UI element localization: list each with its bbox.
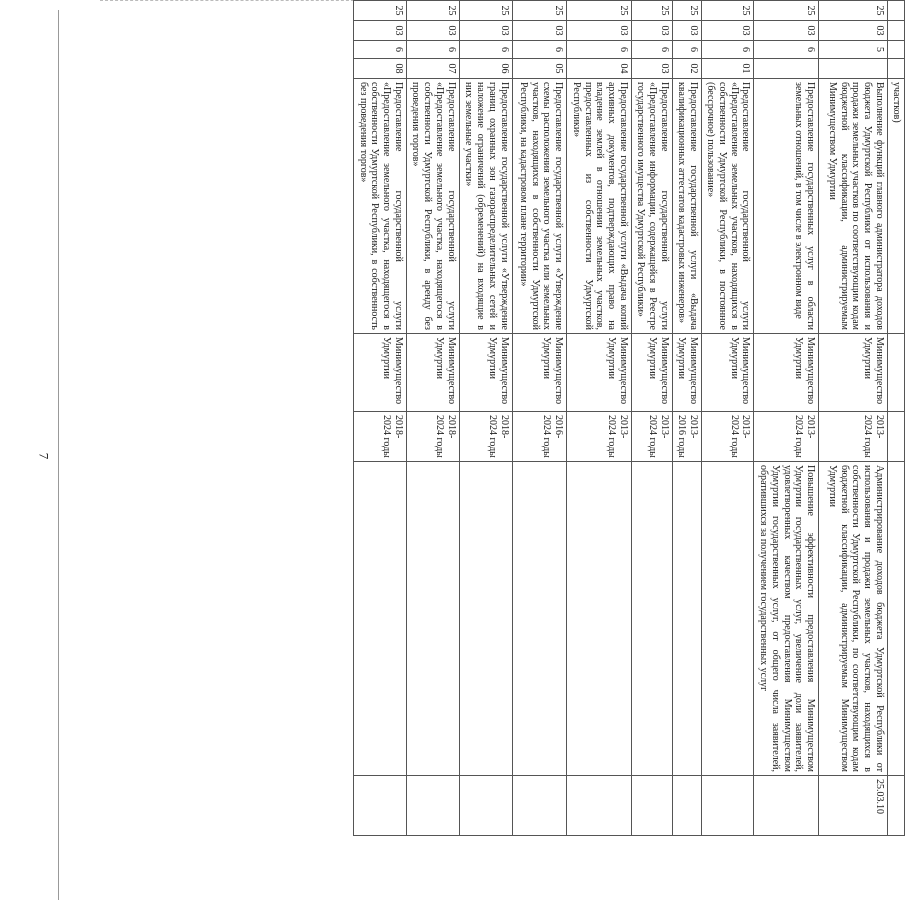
- activity-name-cell: Предоставление государственной услуги «Предоставление земельного участка, находящегося в собственности Удмуртской Республики, в аренду без проведения торгов»: [406, 79, 459, 334]
- expected-result-cell: [459, 462, 512, 776]
- table-row: [567, 1, 632, 836]
- code-gp-cell: 25: [701, 1, 754, 21]
- expected-result-cell: [354, 462, 407, 776]
- executor-cell: Минимущество Удмуртии: [459, 334, 512, 412]
- activity-name-cell: Предоставление государственной услуги «Предоставление земельного участка, находящегося в собственности Удмуртской Республики, в собственность без проведения торгов»: [354, 79, 407, 334]
- link-code-cell: [754, 776, 819, 836]
- code-pp-cell: 03: [512, 21, 567, 41]
- table-row: [754, 1, 819, 836]
- left-edge-line: [58, 10, 60, 900]
- executor-cell: Минимущество Удмуртии: [567, 334, 632, 412]
- link-code-cell: 25.03.10: [819, 776, 888, 836]
- link-code-cell: [354, 776, 407, 836]
- expected-result-cell: [701, 462, 754, 776]
- code-gp-cell: 25: [406, 1, 459, 21]
- code-om-cell: 6: [672, 41, 701, 59]
- activity-name-cell: Предоставление государственной услуги «Предоставление информации, содержащейся в Реестре государственного имущества Удмуртской Республики»: [631, 79, 672, 334]
- table-row: [512, 1, 567, 836]
- code-om-cell: 6: [354, 41, 407, 59]
- code-om-cell: 6: [512, 41, 567, 59]
- activity-name-cell: участков): [888, 79, 905, 334]
- executor-cell: Минимущество Удмуртии: [512, 334, 567, 412]
- activity-name-cell: Предоставление государственной услуги «Выдача копий архивных документов, подтверждающих право на владение землей в отношении земельных участков, предоставленных из собственности Удмуртской Республики»: [567, 79, 632, 334]
- link-code-cell: [459, 776, 512, 836]
- expected-result-cell: [631, 462, 672, 776]
- expected-result-cell: [567, 462, 632, 776]
- executor-cell: Минимущество Удмуртии: [631, 334, 672, 412]
- expected-result-cell: [512, 462, 567, 776]
- code-m-cell: 03: [631, 59, 672, 79]
- code-gp-cell: 25: [512, 1, 567, 21]
- link-code-cell: [701, 776, 754, 836]
- expected-result-cell: [888, 462, 905, 776]
- code-gp-cell: 25: [567, 1, 632, 21]
- code-gp-cell: [888, 1, 905, 21]
- code-m-cell: 05: [512, 59, 567, 79]
- code-om-cell: 6: [754, 41, 819, 59]
- link-code-cell: [406, 776, 459, 836]
- code-pp-cell: 03: [754, 21, 819, 41]
- code-om-cell: [888, 41, 905, 59]
- page-number: 7: [36, 452, 52, 460]
- table-row: [672, 1, 701, 836]
- code-om-cell: 6: [701, 41, 754, 59]
- link-code-cell: [672, 776, 701, 836]
- table-row: [701, 1, 754, 836]
- period-cell: 2013-2024 годы: [631, 412, 672, 462]
- code-m-cell: [888, 59, 905, 79]
- code-m-cell: [754, 59, 819, 79]
- code-pp-cell: [888, 21, 905, 41]
- table-row: [406, 1, 459, 836]
- code-pp-cell: 03: [459, 21, 512, 41]
- code-m-cell: 07: [406, 59, 459, 79]
- executor-cell: [888, 334, 905, 412]
- code-gp-cell: 25: [754, 1, 819, 21]
- code-om-cell: 5: [819, 41, 888, 59]
- code-pp-cell: 03: [672, 21, 701, 41]
- code-pp-cell: 03: [631, 21, 672, 41]
- code-m-cell: 06: [459, 59, 512, 79]
- executor-cell: Минимущество Удмуртии: [819, 334, 888, 412]
- period-cell: 2018-2024 годы: [406, 412, 459, 462]
- activity-name-cell: Предоставление государственной услуги «Выдача квалификационных аттестатов кадастровых инженеров»: [672, 79, 701, 334]
- code-pp-cell: 03: [819, 21, 888, 41]
- program-activities-table: [353, 0, 905, 836]
- code-pp-cell: 03: [701, 21, 754, 41]
- table-row: [819, 1, 888, 836]
- code-om-cell: 6: [631, 41, 672, 59]
- activity-name-cell: Предоставление государственной услуги «Предоставление земельных участков, находящихся в собственности Удмуртской Республики, в постоянное (бессрочное) пользование»: [701, 79, 754, 334]
- period-cell: 2013-2024 годы: [819, 412, 888, 462]
- activity-name-cell: Предоставление государственных услуг в области земельных отношений, в том числе в электронном виде: [754, 79, 819, 334]
- period-cell: 2013-2016 годы: [672, 412, 701, 462]
- rotated-table-sheet: [353, 0, 905, 835]
- period-cell: 2013-2024 годы: [567, 412, 632, 462]
- code-pp-cell: 03: [354, 21, 407, 41]
- code-gp-cell: 25: [672, 1, 701, 21]
- period-cell: 2016-2024 годы: [512, 412, 567, 462]
- code-pp-cell: 03: [406, 21, 459, 41]
- expected-result-cell: [406, 462, 459, 776]
- code-m-cell: 04: [567, 59, 632, 79]
- code-gp-cell: 25: [631, 1, 672, 21]
- code-gp-cell: 25: [459, 1, 512, 21]
- executor-cell: Минимущество Удмуртии: [354, 334, 407, 412]
- code-om-cell: 6: [459, 41, 512, 59]
- expected-result-cell: [672, 462, 701, 776]
- activity-name-cell: Выполнение функций главного администратора доходов бюджета Удмуртской Республики от использования и продажи земельных участков по соответствующим кодам бюджетной классификации, администрируемым Минимуществом Удмуртии: [819, 79, 888, 334]
- link-code-cell: [512, 776, 567, 836]
- code-m-cell: [819, 59, 888, 79]
- table-row: [354, 1, 407, 836]
- expected-result-cell: Повышение эффективности предоставления Минимуществом Удмуртии государственных услуг, увеличение доли заявителей, удовлетворенных качеством предоставления Минимуществом Удмуртии государственных услуг, от общего числа заявителей, обратившихся за получением государственных услуг: [754, 462, 819, 776]
- link-code-cell: [888, 776, 905, 836]
- executor-cell: Минимущество Удмуртии: [701, 334, 754, 412]
- period-cell: 2018-2024 годы: [459, 412, 512, 462]
- executor-cell: Минимущество Удмуртии: [406, 334, 459, 412]
- table-row: [631, 1, 672, 836]
- code-m-cell: 01: [701, 59, 754, 79]
- code-m-cell: 08: [354, 59, 407, 79]
- code-gp-cell: 25: [354, 1, 407, 21]
- activity-name-cell: Предоставление государственной услуги «Утверждение границ охранных зон газораспределительных сетей и наложение ограничений (обременений) на входящие в них земельные участки»: [459, 79, 512, 334]
- period-cell: 2013-2024 годы: [754, 412, 819, 462]
- link-code-cell: [567, 776, 632, 836]
- table-row: [888, 1, 905, 836]
- activity-name-cell: Предоставление государственной услуги «Утверждение схемы расположения земельного участка или земельных участков, находящихся в собственности Удмуртской Республики, на кадастровом плане территории»: [512, 79, 567, 334]
- period-cell: 2018-2024 годы: [354, 412, 407, 462]
- table-row: [459, 1, 512, 836]
- code-m-cell: 02: [672, 59, 701, 79]
- executor-cell: Минимущество Удмуртии: [754, 334, 819, 412]
- expected-result-cell: Администрирование доходов бюджета Удмуртской Республики от использования и продажи земельных участков, находящихся в собственности Удмуртской Республики, по соответствующим кодам бюджетной классификации, администрируемым Минимуществом Удмуртии: [819, 462, 888, 776]
- code-gp-cell: 25: [819, 1, 888, 21]
- code-om-cell: 6: [406, 41, 459, 59]
- link-code-cell: [631, 776, 672, 836]
- period-cell: 2013-2024 годы: [701, 412, 754, 462]
- code-pp-cell: 03: [567, 21, 632, 41]
- period-cell: [888, 412, 905, 462]
- executor-cell: Минимущество Удмуртии: [672, 334, 701, 412]
- code-om-cell: 6: [567, 41, 632, 59]
